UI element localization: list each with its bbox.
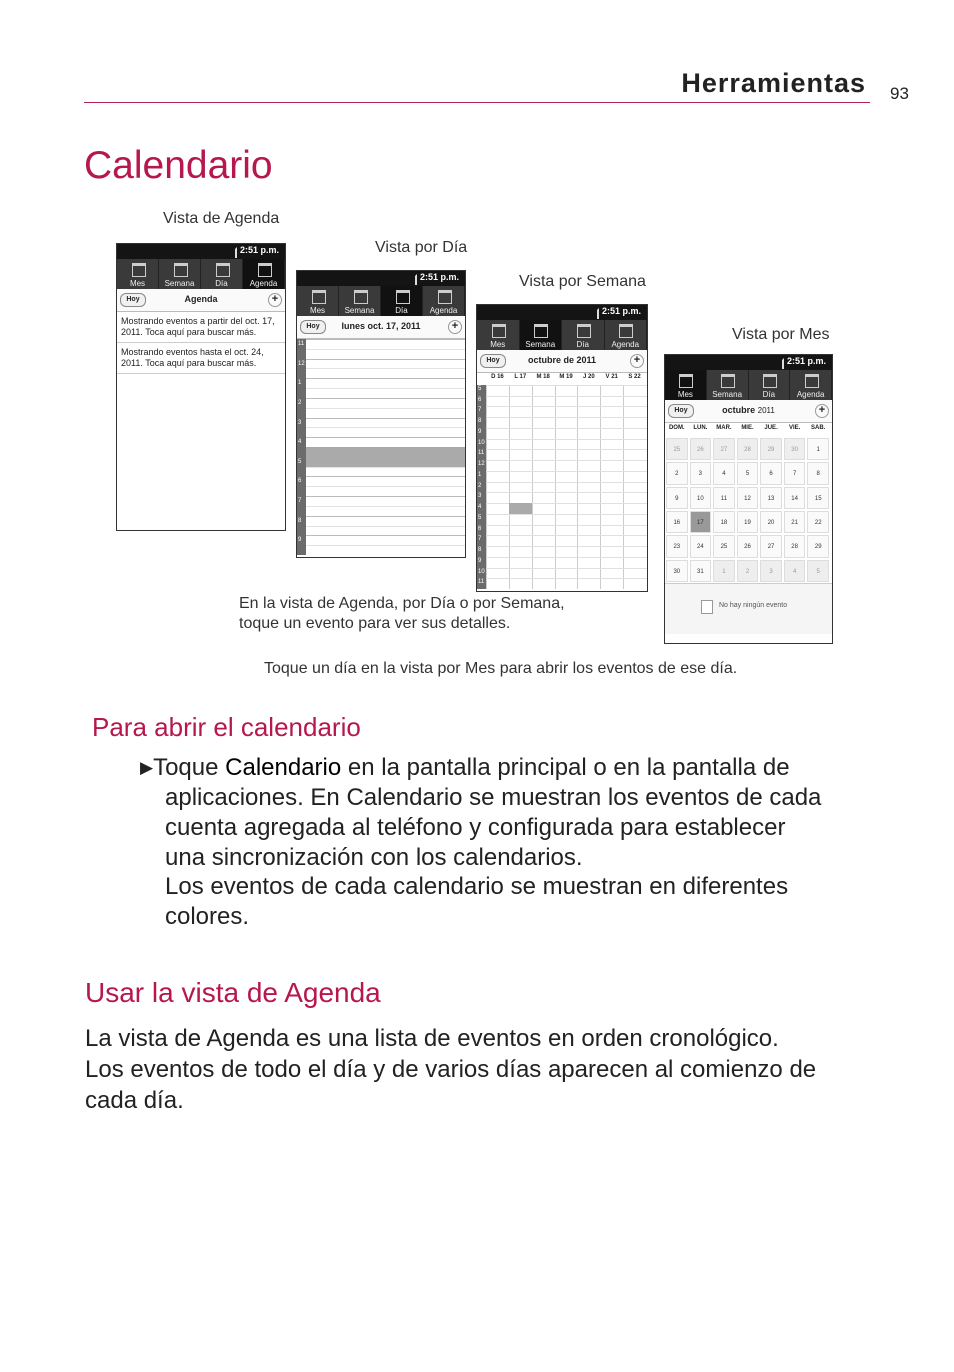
hour-label: 8 (478, 547, 482, 554)
day-cell[interactable]: 25 (666, 438, 688, 460)
hour-label: 1 (298, 380, 302, 387)
tab-label: Agenda (611, 340, 640, 349)
tab-mes[interactable] (477, 320, 520, 350)
hour-line (486, 492, 647, 493)
hour-line (486, 514, 647, 515)
month-name: octubre (722, 405, 756, 415)
status-time: 2:51 p.m. (239, 245, 279, 255)
section1-line-1 (140, 753, 790, 783)
day-column-line (532, 385, 533, 589)
tab-label: Semana (712, 390, 743, 399)
page-number: 93 (890, 84, 909, 103)
add-event-icon[interactable]: + (815, 404, 829, 418)
agenda-title: Agenda (184, 294, 218, 304)
no-events-panel (665, 583, 832, 634)
event-block[interactable] (509, 503, 532, 514)
day-cell[interactable]: 5 (737, 462, 759, 484)
day-cell[interactable]: 2 (666, 462, 688, 484)
view-tabs (297, 286, 465, 316)
section1-line-4: una sincronización con los calendarios. (165, 844, 583, 871)
hour-label: 6 (478, 396, 482, 403)
agenda-view-screenshot (116, 243, 286, 531)
weekday-label: MIE. (741, 425, 754, 431)
week-nav (477, 350, 647, 373)
hour-line (486, 417, 647, 418)
tab-mes[interactable] (297, 286, 339, 316)
tab-label: Día (576, 340, 589, 349)
today-button[interactable]: Hoy (300, 320, 326, 334)
tab-dia[interactable] (749, 370, 791, 400)
week-day-label: J 20 (583, 374, 595, 380)
tab-label: Semana (164, 279, 195, 288)
hour-label: 5 (478, 514, 482, 521)
hour-line (306, 496, 465, 497)
day-cell[interactable]: 6 (760, 462, 782, 484)
hour-line (486, 406, 647, 407)
hour-label: 6 (478, 525, 482, 532)
hour-label: 9 (298, 537, 302, 544)
tab-label: Semana (525, 340, 556, 349)
day-cell[interactable]: 16 (666, 511, 688, 533)
day-cell[interactable]: 26 (737, 535, 759, 557)
day-cell[interactable]: 20 (760, 511, 782, 533)
day-cell[interactable]: 28 (784, 535, 806, 557)
hour-label: 7 (298, 498, 302, 505)
day-cell[interactable]: 3 (760, 560, 782, 582)
hour-label: 9 (478, 428, 482, 435)
day-column-line (509, 385, 510, 589)
hour-line (306, 516, 465, 517)
tab-label: Mes (309, 306, 326, 315)
view-tabs (117, 259, 285, 289)
tab-agenda[interactable] (605, 320, 648, 350)
day-cell[interactable]: 29 (760, 438, 782, 460)
month-view-screenshot (664, 354, 833, 644)
agenda-icon (258, 263, 272, 277)
day-cell[interactable]: 24 (690, 535, 712, 557)
month-year: 2011 (757, 406, 775, 415)
tab-label: Agenda (249, 279, 278, 288)
hour-line (486, 396, 647, 397)
hour-label: 5 (298, 458, 302, 465)
tab-agenda[interactable] (243, 259, 285, 289)
week-icon (534, 324, 548, 338)
half-hour-line (306, 368, 465, 369)
section2-line-3: cada día. (85, 1087, 184, 1114)
hour-line (486, 460, 647, 461)
day-column-line (486, 385, 487, 589)
section1-text: en la pantalla principal o en la pantalla de (341, 754, 790, 781)
view-tabs (477, 320, 647, 350)
hour-label: 11 (298, 341, 305, 347)
day-cell[interactable]: 19 (737, 511, 759, 533)
month-icon (492, 324, 506, 338)
hour-label: 5 (478, 386, 482, 392)
section-header: Herramientas (681, 68, 866, 98)
weekday-label: JUE. (764, 425, 778, 431)
hour-label: 10 (478, 568, 485, 575)
tab-dia[interactable] (201, 259, 243, 289)
hour-label: 6 (298, 478, 302, 485)
agenda-load-later[interactable]: Mostrando eventos hasta el oct. 24, 2011. Toca aquí para buscar más. (117, 343, 285, 374)
hour-label: 11 (478, 450, 485, 457)
month-nav (665, 400, 832, 423)
day-nav (297, 316, 465, 339)
app-name: Calendario (225, 754, 342, 781)
tab-semana[interactable] (159, 259, 201, 289)
day-cell[interactable]: 1 (713, 560, 735, 582)
hour-line (486, 557, 647, 558)
day-cell[interactable]: 28 (737, 438, 759, 460)
hour-line (486, 482, 647, 483)
add-event-icon[interactable]: + (268, 293, 282, 307)
week-day-label: L 17 (514, 374, 527, 380)
day-cell[interactable]: 1 (807, 438, 829, 460)
half-hour-line (306, 526, 465, 527)
hour-line (306, 535, 465, 536)
weekday-label: DOM. (668, 425, 685, 431)
day-icon (763, 374, 777, 388)
no-events-label: No hay ningún evento (719, 602, 788, 609)
status-bar (665, 355, 832, 370)
hour-label: 8 (298, 517, 302, 524)
hour-line (306, 339, 465, 340)
weekday-label: LUN. (693, 425, 708, 431)
section-heading-abrir: Para abrir el calendario (92, 712, 361, 742)
week-day-label: M 18 (536, 374, 550, 380)
today-button[interactable]: Hoy (120, 293, 146, 307)
week-day-label: M 19 (559, 374, 573, 380)
status-time: 2:51 p.m. (601, 306, 641, 316)
day-cell[interactable]: 5 (807, 560, 829, 582)
tab-semana[interactable] (520, 320, 563, 350)
day-column-line (623, 385, 624, 589)
hour-label: 3 (298, 419, 302, 426)
event-note-line-2: toque un evento para ver sus detalles. (239, 615, 511, 632)
hour-line (306, 398, 465, 399)
hour-line (486, 449, 647, 450)
page-title: Calendario (84, 144, 273, 187)
section2-line-1: La vista de Agenda es una lista de eventos en orden cronológico. (85, 1025, 779, 1052)
week-icon (174, 263, 188, 277)
day-cell[interactable]: 23 (666, 535, 688, 557)
tab-label: Semana (344, 306, 375, 315)
today-button[interactable]: Hoy (480, 354, 506, 368)
hour-line (486, 428, 647, 429)
agenda-icon (438, 290, 452, 304)
day-column-line (577, 385, 578, 589)
status-bar (477, 305, 647, 320)
week-title: octubre de 2011 (527, 355, 597, 365)
day-column-line (600, 385, 601, 589)
tab-agenda[interactable] (790, 370, 832, 400)
hour-label: 2 (478, 482, 482, 489)
month-icon (312, 290, 326, 304)
caption-agenda: Vista de Agenda (163, 210, 280, 227)
tab-agenda[interactable] (423, 286, 465, 316)
hour-line (306, 437, 465, 438)
month-note: Toque un día en la vista por Mes para abrir los eventos de ese día. (264, 660, 738, 677)
day-cell[interactable]: 29 (807, 535, 829, 557)
tab-semana[interactable] (707, 370, 749, 400)
day-cell[interactable]: 26 (690, 438, 712, 460)
half-hour-line (306, 467, 465, 468)
half-hour-line (306, 506, 465, 507)
day-icon (216, 263, 230, 277)
weekday-label: SAB. (811, 425, 826, 431)
hour-line (486, 385, 647, 386)
hour-label: 7 (478, 536, 482, 543)
half-hour-line (306, 545, 465, 546)
agenda-load-earlier[interactable]: Mostrando eventos a partir del oct. 17, 2011. Toca aquí para buscar más. (117, 312, 285, 343)
tab-mes[interactable] (117, 259, 159, 289)
section1-line-6: colores. (165, 903, 250, 930)
section-heading-agenda: Usar la vista de Agenda (85, 977, 381, 1008)
status-time: 2:51 p.m. (786, 356, 826, 366)
weekday-label: VIE. (788, 425, 801, 431)
today-button[interactable]: Hoy (668, 404, 694, 418)
event-block[interactable] (306, 447, 465, 467)
tab-label: Mes (490, 340, 506, 349)
hour-line (486, 535, 647, 536)
day-column-line (555, 385, 556, 589)
status-time: 2:51 p.m. (419, 272, 459, 282)
week-icon (721, 374, 735, 388)
day-cell[interactable]: 27 (760, 535, 782, 557)
day-cell[interactable]: 15 (807, 487, 829, 509)
week-day-label: D 16 (491, 374, 504, 380)
month-icon (679, 374, 693, 388)
day-view-screenshot (296, 270, 466, 558)
day-cell[interactable]: 10 (690, 487, 712, 509)
hour-label: 1 (478, 471, 482, 478)
header-rule (84, 102, 870, 103)
tab-dia[interactable] (562, 320, 605, 350)
section1-line-5: Los eventos de cada calendario se muestran en diferentes (165, 873, 789, 900)
hour-label: 3 (478, 493, 482, 500)
hour-line (306, 378, 465, 379)
day-cell[interactable]: 17 (690, 511, 712, 533)
hour-line (306, 476, 465, 477)
hour-label: 8 (478, 418, 482, 425)
hour-line (486, 578, 647, 579)
hour-line (306, 359, 465, 360)
half-hour-line (306, 408, 465, 409)
week-day-label: V 21 (605, 374, 618, 380)
hour-line (486, 546, 647, 547)
day-icon (577, 324, 591, 338)
day-cell[interactable]: 12 (737, 487, 759, 509)
tab-label: Día (395, 306, 408, 315)
no-events-icon (701, 600, 713, 614)
event-note-line-1: En la vista de Agenda, por Día o por Semana, (239, 595, 565, 612)
tab-label: Mes (677, 390, 693, 399)
tab-semana[interactable] (339, 286, 381, 316)
day-grid[interactable] (297, 339, 465, 555)
bullet-icon: ▶ (140, 758, 154, 777)
section1-text: Toque (153, 754, 226, 781)
tab-label: Agenda (796, 390, 825, 399)
month-icon (132, 263, 146, 277)
day-cell[interactable]: 31 (690, 560, 712, 582)
day-cell[interactable]: 18 (713, 511, 735, 533)
day-cell[interactable]: 22 (807, 511, 829, 533)
day-cell[interactable]: 7 (784, 462, 806, 484)
hour-label: 12 (298, 360, 305, 367)
caption-dia: Vista por Día (375, 239, 468, 256)
agenda-icon (805, 374, 819, 388)
day-cell[interactable]: 4 (784, 560, 806, 582)
day-cell[interactable]: 8 (807, 462, 829, 484)
day-cell[interactable]: 4 (713, 462, 735, 484)
day-cell[interactable]: 13 (760, 487, 782, 509)
caption-mes: Vista por Mes (732, 326, 830, 343)
section1-line-3: cuenta agregada al teléfono y configurada para establecer (165, 814, 786, 841)
week-view-screenshot (476, 304, 648, 592)
agenda-nav (117, 289, 285, 312)
week-grid[interactable] (477, 373, 647, 589)
hour-line (486, 525, 647, 526)
view-tabs (665, 370, 832, 400)
day-cell[interactable]: 27 (713, 438, 735, 460)
day-cell[interactable]: 30 (666, 560, 688, 582)
day-cell[interactable]: 2 (737, 560, 759, 582)
half-hour-line (306, 388, 465, 389)
hour-label: 11 (478, 579, 485, 586)
day-icon (396, 290, 410, 304)
half-hour-line (306, 349, 465, 350)
day-cell[interactable]: 21 (784, 511, 806, 533)
tab-label: Mes (129, 279, 146, 288)
hour-label: 4 (298, 439, 302, 446)
day-cell[interactable]: 3 (690, 462, 712, 484)
status-bar (117, 244, 285, 259)
caption-semana: Vista por Semana (519, 273, 646, 290)
add-event-icon[interactable]: + (448, 320, 462, 334)
day-cell[interactable]: 11 (713, 487, 735, 509)
hour-label: 10 (478, 439, 485, 446)
tab-mes[interactable] (665, 370, 707, 400)
weekday-label: MAR. (716, 425, 732, 431)
day-cell[interactable]: 9 (666, 487, 688, 509)
hour-line (486, 471, 647, 472)
day-cell[interactable]: 14 (784, 487, 806, 509)
agenda-icon (619, 324, 633, 338)
hour-label: 4 (478, 504, 482, 511)
month-title (665, 405, 832, 415)
tab-label: Agenda (429, 306, 458, 315)
hour-label: 2 (298, 399, 302, 406)
section1-line-2: aplicaciones. En Calendario se muestran los eventos de cada (165, 784, 822, 811)
hour-line (486, 568, 647, 569)
day-cell[interactable]: 25 (713, 535, 735, 557)
hour-label: 12 (478, 461, 485, 468)
month-grid[interactable] (665, 423, 832, 583)
day-cell[interactable]: 30 (784, 438, 806, 460)
status-bar (297, 271, 465, 286)
hour-line (486, 439, 647, 440)
section2-line-2: Los eventos de todo el día y de varios días aparecen al comienzo de (85, 1056, 817, 1083)
half-hour-line (306, 427, 465, 428)
tab-dia[interactable] (381, 286, 423, 316)
half-hour-line (306, 486, 465, 487)
hour-label: 7 (478, 407, 482, 414)
add-event-icon[interactable]: + (630, 354, 644, 368)
day-title: lunes oct. 17, 2011 (341, 321, 421, 331)
hour-label: 9 (478, 557, 482, 564)
tab-label: Día (762, 390, 776, 399)
week-day-label: S 22 (628, 374, 641, 380)
tab-label: Día (215, 279, 228, 288)
hour-line (306, 418, 465, 419)
week-icon (354, 290, 368, 304)
